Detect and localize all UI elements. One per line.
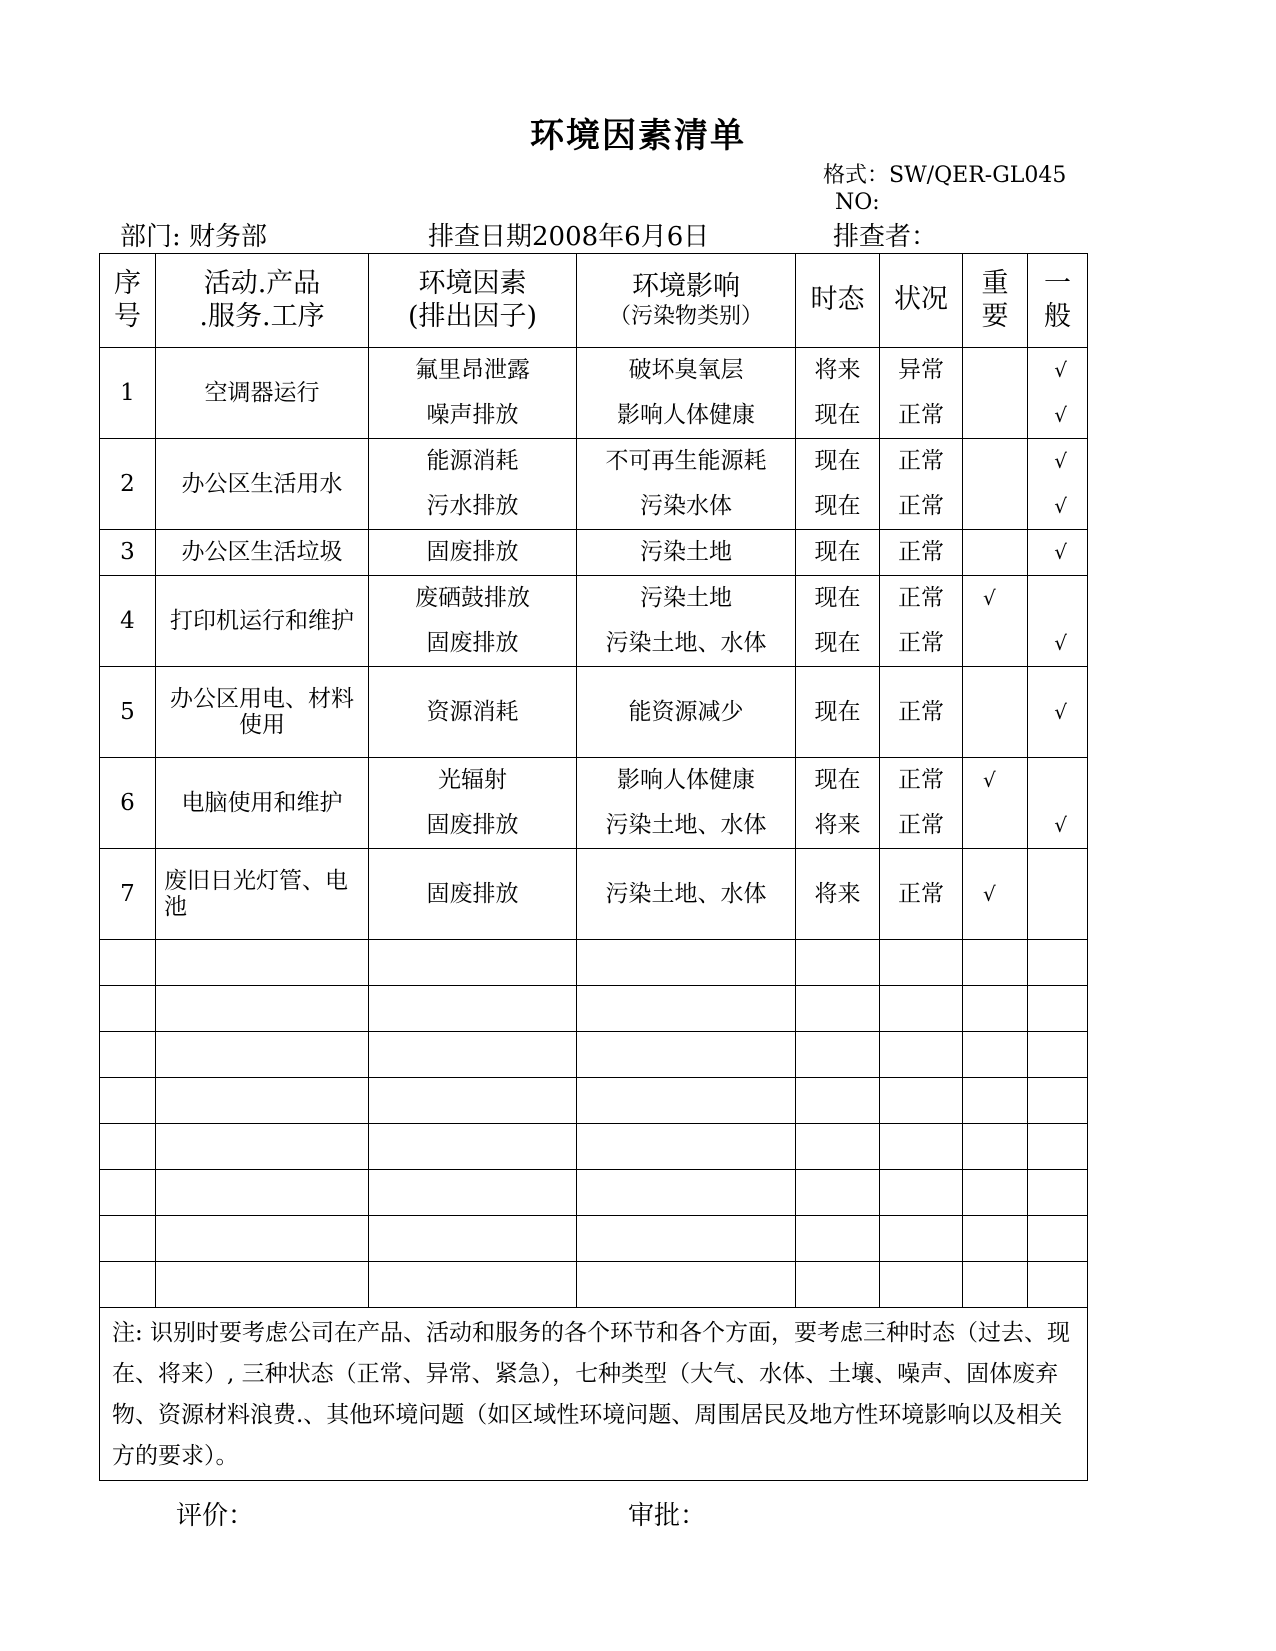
row-condition [880, 348, 963, 439]
table-header-row [100, 254, 1088, 348]
row-tense [796, 348, 880, 439]
row-condition [880, 576, 963, 667]
blank-cell[interactable] [796, 986, 880, 1032]
condition-line: 正常 [898, 767, 944, 793]
inspection-date: 排查日期2008年6月6日 [428, 222, 710, 252]
blank-cell[interactable] [577, 940, 796, 986]
header-activity-line-2: .服务.工序 [199, 300, 325, 332]
tense-line: 现在 [814, 585, 861, 611]
blank-cell[interactable] [963, 1078, 1028, 1124]
row-factor [369, 849, 577, 940]
table-row [100, 439, 1088, 530]
header-tense: 时态 [796, 254, 880, 348]
row-condition [880, 530, 963, 576]
tense-line: 现在 [814, 767, 861, 793]
row-activity: 电脑使用和维护 [156, 758, 369, 849]
blank-cell[interactable] [1028, 1262, 1088, 1308]
row-major [963, 758, 1028, 849]
blank-cell[interactable] [1028, 1170, 1088, 1216]
header-impact [577, 254, 796, 348]
header-impact-line-1: 环境影响 [632, 271, 740, 303]
blank-cell[interactable] [796, 1262, 880, 1308]
check-mark: √ [1054, 813, 1067, 837]
row-general [1028, 849, 1088, 940]
table-row [100, 348, 1088, 439]
header-activity [156, 254, 369, 348]
check-mark: √ [1054, 494, 1067, 518]
row-impact [577, 576, 796, 667]
row-tense [796, 530, 880, 576]
blank-cell[interactable] [880, 940, 963, 986]
blank-cell[interactable] [156, 986, 369, 1032]
header-general-line-1: 一 [1044, 268, 1071, 300]
row-tense [796, 576, 880, 667]
factor-line: 能源消耗 [426, 448, 519, 474]
environmental-factor-table [99, 253, 1088, 1481]
header-seq [100, 254, 156, 348]
blank-cell[interactable] [796, 1124, 880, 1170]
blank-cell[interactable] [100, 986, 156, 1032]
header-factor-line-2: (排出因子) [407, 300, 538, 332]
check-mark: √ [1054, 449, 1067, 473]
check-mark: √ [1054, 631, 1067, 655]
blank-cell[interactable] [1028, 940, 1088, 986]
table-row [100, 758, 1088, 849]
blank-cell[interactable] [963, 940, 1028, 986]
check-mark: √ [983, 586, 996, 610]
impact-line: 污染土地、水体 [605, 630, 767, 656]
table-row [100, 667, 1088, 758]
factor-line: 固废排放 [426, 812, 519, 838]
blank-cell[interactable] [1028, 1032, 1088, 1078]
row-major [963, 348, 1028, 439]
row-seq: 2 [100, 439, 156, 530]
blank-cell[interactable] [156, 1216, 369, 1262]
header-factor [369, 254, 577, 348]
row-impact [577, 667, 796, 758]
row-activity: 办公区用电、材料使用 [156, 667, 369, 758]
row-impact [577, 849, 796, 940]
blank-cell[interactable] [156, 1032, 369, 1078]
row-activity: 办公区生活用水 [156, 439, 369, 530]
row-factor [369, 348, 577, 439]
tense-line: 现在 [814, 448, 861, 474]
factor-line: 固废排放 [426, 880, 519, 907]
row-general [1028, 348, 1088, 439]
format-code: 格式：SW/QER-GL045 [823, 163, 1067, 188]
blank-cell[interactable] [1028, 1078, 1088, 1124]
row-factor [369, 758, 577, 849]
header-seq-line-1: 序 [114, 268, 141, 300]
blank-cell[interactable] [577, 1078, 796, 1124]
blank-cell[interactable] [796, 1170, 880, 1216]
blank-cell[interactable] [880, 1216, 963, 1262]
blank-cell[interactable] [577, 986, 796, 1032]
inspector-label: 排查者： [833, 222, 938, 252]
check-mark: √ [1054, 403, 1067, 427]
blank-cell[interactable] [100, 1032, 156, 1078]
factor-line: 废硒鼓排放 [415, 585, 530, 611]
row-factor [369, 530, 577, 576]
row-activity: 废旧日光灯管、电池 [156, 849, 369, 940]
blank-cell[interactable] [100, 1262, 156, 1308]
factor-line: 固废排放 [426, 630, 519, 656]
check-mark [1028, 872, 1087, 917]
condition-line: 正常 [898, 812, 944, 838]
condition-line: 正常 [898, 402, 944, 428]
check-mark [963, 393, 1027, 438]
blank-cell[interactable] [796, 1032, 880, 1078]
header-major [963, 254, 1028, 348]
blank-row [100, 940, 1088, 986]
blank-cell[interactable] [577, 1216, 796, 1262]
blank-cell[interactable] [369, 986, 577, 1032]
check-mark [963, 484, 1027, 529]
row-condition [880, 758, 963, 849]
blank-row [100, 1216, 1088, 1262]
blank-cell[interactable] [369, 1170, 577, 1216]
blank-cell[interactable] [963, 1170, 1028, 1216]
blank-row [100, 986, 1088, 1032]
row-tense [796, 667, 880, 758]
table-row [100, 849, 1088, 940]
blank-cell[interactable] [880, 1124, 963, 1170]
factor-line: 氟里昂泄露 [415, 357, 530, 383]
row-impact [577, 439, 796, 530]
blank-cell[interactable] [880, 1262, 963, 1308]
row-major [963, 530, 1028, 576]
blank-cell[interactable] [796, 1216, 880, 1262]
factor-line: 噪声排放 [426, 402, 519, 428]
check-mark: √ [1054, 358, 1067, 382]
header-general [1028, 254, 1088, 348]
row-impact [577, 758, 796, 849]
blank-cell[interactable] [963, 1124, 1028, 1170]
blank-cell[interactable] [880, 986, 963, 1032]
row-general [1028, 758, 1088, 849]
blank-cell[interactable] [963, 1262, 1028, 1308]
row-factor [369, 576, 577, 667]
note-row [100, 1308, 1088, 1481]
check-mark: √ [1054, 699, 1067, 724]
blank-cell[interactable] [1028, 1124, 1088, 1170]
row-condition [880, 849, 963, 940]
header-major-line-2: 要 [981, 300, 1009, 332]
header-general-line-2: 般 [1044, 300, 1071, 332]
blank-row [100, 1124, 1088, 1170]
condition-line: 正常 [898, 585, 944, 611]
condition-line: 正常 [898, 698, 944, 725]
row-activity: 空调器运行 [156, 348, 369, 439]
factor-line: 污水排放 [426, 493, 519, 519]
blank-cell[interactable] [369, 1262, 577, 1308]
blank-cell[interactable] [100, 940, 156, 986]
condition-line: 正常 [898, 448, 944, 474]
check-mark: √ [983, 768, 996, 792]
blank-cell[interactable] [100, 1078, 156, 1124]
tense-line: 现在 [814, 493, 861, 519]
row-condition [880, 439, 963, 530]
row-activity: 打印机运行和维护 [156, 576, 369, 667]
document-title: 环境因素清单 [530, 116, 746, 156]
blank-cell[interactable] [577, 1032, 796, 1078]
row-impact [577, 348, 796, 439]
condition-line: 正常 [898, 493, 944, 519]
blank-cell[interactable] [963, 1032, 1028, 1078]
tense-line: 现在 [814, 402, 861, 428]
check-mark [963, 690, 1027, 735]
tense-line: 现在 [814, 539, 861, 565]
impact-line: 不可再生能源耗 [605, 448, 767, 474]
blank-cell[interactable] [156, 1170, 369, 1216]
row-seq: 4 [100, 576, 156, 667]
approval-label: 审批： [628, 1501, 707, 1531]
header-seq-line-2: 号 [114, 300, 141, 332]
impact-line: 污染土地、水体 [605, 812, 767, 838]
check-mark [963, 621, 1027, 666]
blank-cell[interactable] [369, 940, 577, 986]
impact-line: 影响人体健康 [617, 767, 755, 793]
row-tense [796, 849, 880, 940]
check-mark [963, 348, 1027, 393]
factor-line: 固废排放 [426, 539, 519, 565]
blank-row [100, 1078, 1088, 1124]
row-general [1028, 576, 1088, 667]
condition-line: 正常 [898, 630, 944, 656]
blank-cell[interactable] [156, 1262, 369, 1308]
table-row [100, 530, 1088, 576]
blank-cell[interactable] [963, 986, 1028, 1032]
check-mark [963, 803, 1027, 848]
check-mark [963, 530, 1027, 575]
row-general [1028, 530, 1088, 576]
header-impact-line-2: （污染物类别） [608, 303, 763, 329]
blank-cell[interactable] [100, 1216, 156, 1262]
check-mark: √ [983, 881, 996, 906]
blank-cell[interactable] [369, 1078, 577, 1124]
blank-cell[interactable] [156, 1078, 369, 1124]
header-major-line-1: 重 [981, 268, 1009, 300]
condition-line: 异常 [898, 357, 944, 383]
blank-row [100, 1262, 1088, 1308]
blank-cell[interactable] [1028, 986, 1088, 1032]
header-condition: 状况 [880, 254, 963, 348]
blank-cell[interactable] [156, 1124, 369, 1170]
row-condition [880, 667, 963, 758]
blank-row [100, 1170, 1088, 1216]
blank-cell[interactable] [796, 940, 880, 986]
impact-line: 污染土地 [640, 539, 732, 565]
row-major [963, 849, 1028, 940]
row-seq: 5 [100, 667, 156, 758]
factor-line: 资源消耗 [426, 698, 519, 725]
row-seq: 6 [100, 758, 156, 849]
blank-cell[interactable] [1028, 1216, 1088, 1262]
document-number-label: NO: [835, 190, 880, 215]
note-text: 注: 识别时要考虑公司在产品、活动和服务的各个环节和各个方面，要考虑三种时态（过去、现在、将来）, 三种状态（正常、异常、紧急），七种类型（大气、水体、土壤、噪声、固体废弃物、资源材料浪费.、其他环境问题（如区域性环境问题、周围居民及地方性环境影响以及相关方的要求）。 [100, 1308, 1088, 1481]
row-tense [796, 439, 880, 530]
impact-line: 能资源减少 [628, 698, 744, 725]
row-general [1028, 667, 1088, 758]
condition-line: 正常 [898, 880, 944, 907]
tense-line: 现在 [814, 698, 861, 725]
factor-line: 光辐射 [438, 767, 507, 793]
blank-cell[interactable] [369, 1124, 577, 1170]
impact-line: 破坏臭氧层 [628, 357, 744, 383]
blank-cell[interactable] [577, 1262, 796, 1308]
row-seq: 1 [100, 348, 156, 439]
blank-row [100, 1032, 1088, 1078]
row-activity: 办公区生活垃圾 [156, 530, 369, 576]
blank-cell[interactable] [880, 1170, 963, 1216]
check-mark: √ [1054, 540, 1067, 564]
check-mark [1028, 576, 1087, 621]
row-major [963, 439, 1028, 530]
row-seq: 3 [100, 530, 156, 576]
blank-cell[interactable] [100, 1124, 156, 1170]
header-factor-line-1: 环境因素 [418, 268, 527, 300]
tense-line: 将来 [814, 880, 861, 907]
tense-line: 将来 [814, 357, 861, 383]
row-major [963, 667, 1028, 758]
blank-cell[interactable] [369, 1216, 577, 1262]
impact-line: 污染土地、水体 [605, 880, 767, 907]
blank-cell[interactable] [577, 1170, 796, 1216]
row-impact [577, 530, 796, 576]
impact-line: 影响人体健康 [617, 402, 755, 428]
row-tense [796, 758, 880, 849]
impact-line: 污染土地 [640, 585, 732, 611]
blank-cell[interactable] [369, 1032, 577, 1078]
blank-cell[interactable] [577, 1124, 796, 1170]
tense-line: 现在 [814, 630, 861, 656]
blank-cell[interactable] [156, 940, 369, 986]
condition-line: 正常 [898, 539, 944, 565]
row-factor [369, 667, 577, 758]
check-mark [963, 439, 1027, 484]
row-seq: 7 [100, 849, 156, 940]
blank-cell[interactable] [880, 1032, 963, 1078]
row-major [963, 576, 1028, 667]
blank-cell[interactable] [796, 1078, 880, 1124]
blank-cell[interactable] [963, 1216, 1028, 1262]
table-row [100, 576, 1088, 667]
check-mark [1028, 758, 1087, 803]
impact-line: 污染水体 [640, 493, 732, 519]
blank-cell[interactable] [100, 1170, 156, 1216]
evaluation-label: 评价： [176, 1501, 255, 1531]
row-factor [369, 439, 577, 530]
tense-line: 将来 [814, 812, 861, 838]
department-label: 部门: 财务部 [120, 222, 268, 252]
blank-cell[interactable] [880, 1078, 963, 1124]
header-activity-line-1: 活动.产品 [203, 268, 321, 300]
row-general [1028, 439, 1088, 530]
